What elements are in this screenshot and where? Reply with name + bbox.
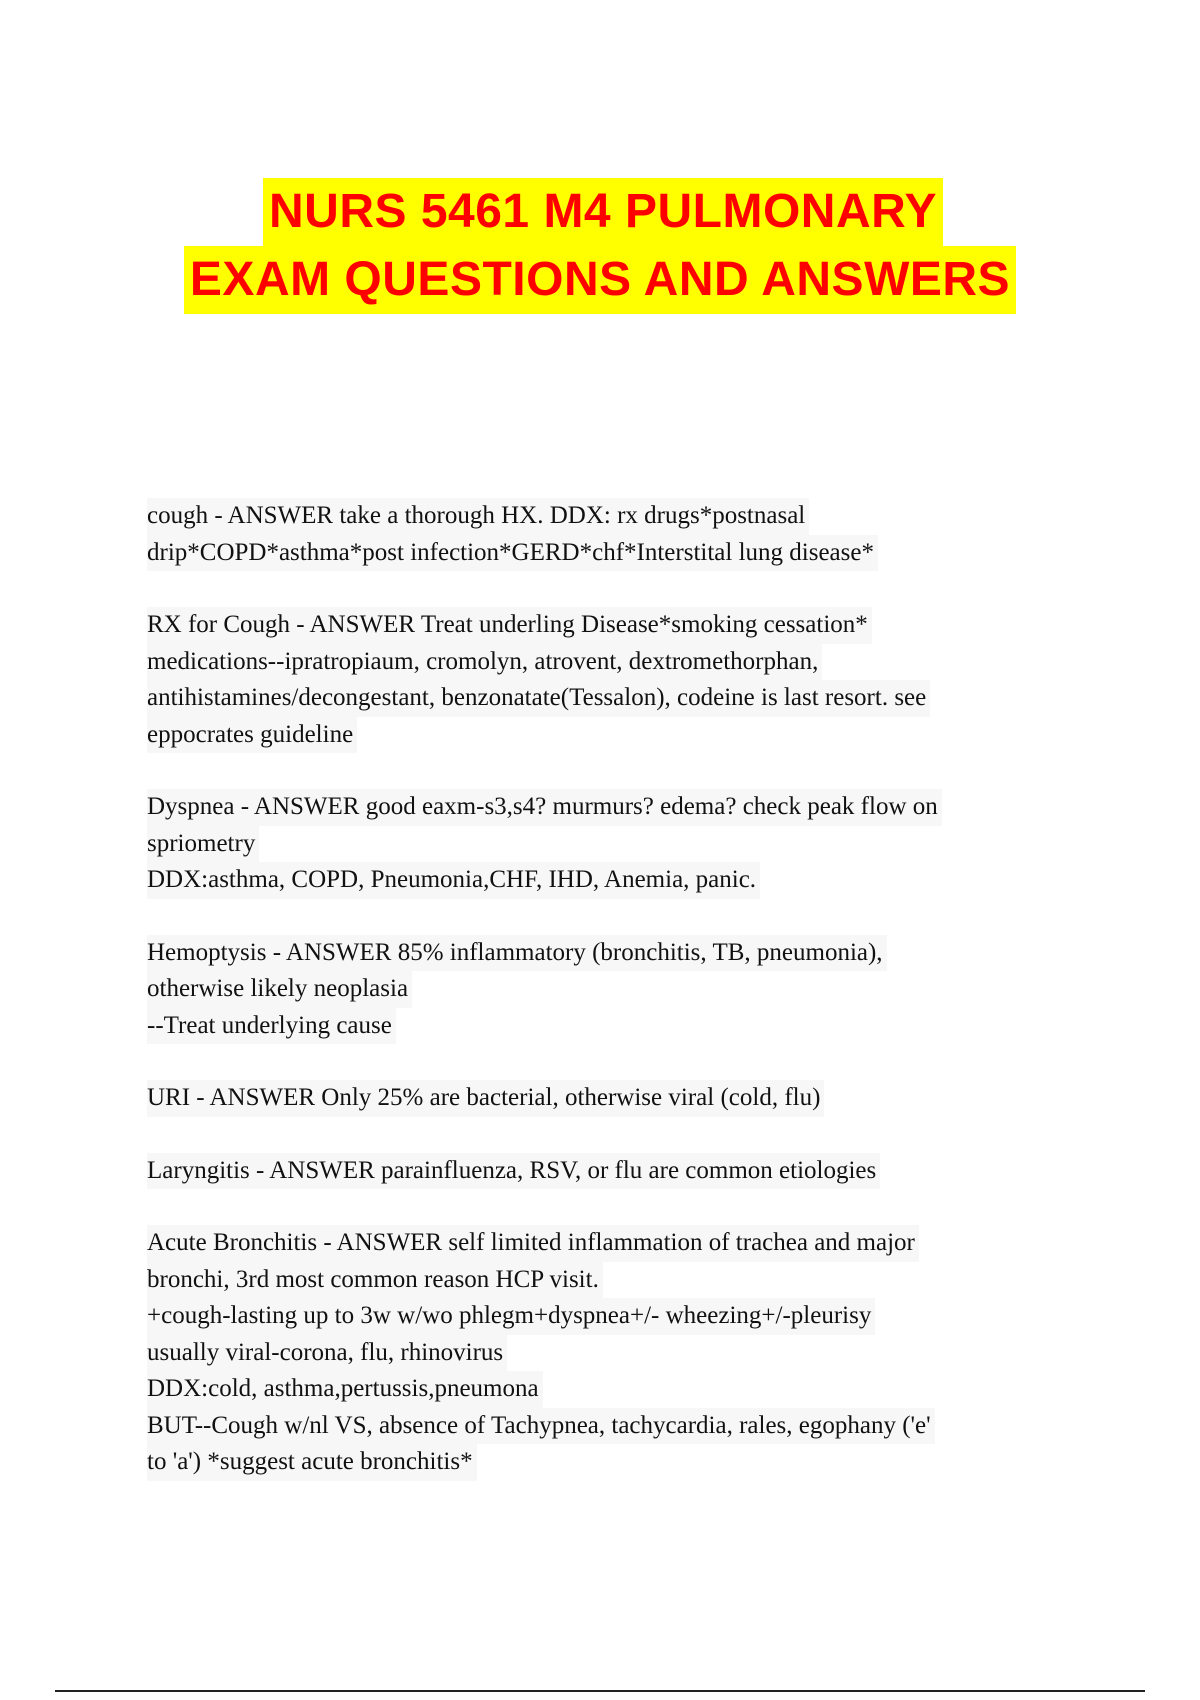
- qa-entry-line: DDX:cold, asthma,pertussis,pneumona: [147, 1371, 543, 1408]
- qa-entry: [147, 1225, 1067, 1481]
- qa-list: [147, 498, 1067, 1517]
- qa-entry-line: DDX:asthma, COPD, Pneumonia,CHF, IHD, Anemia, panic.: [147, 862, 760, 899]
- document-title: [0, 178, 1200, 314]
- qa-entry-line: +cough-lasting up to 3w w/wo phlegm+dyspnea+/- wheezing+/-pleurisy: [147, 1298, 875, 1335]
- qa-entry-line: --Treat underlying cause: [147, 1008, 396, 1045]
- qa-entry: [147, 935, 1067, 1045]
- qa-entry-line: antihistamines/decongestant, benzonatate(Tessalon), codeine is last resort. see: [147, 680, 930, 717]
- title-line-1: NURS 5461 M4 PULMONARY: [263, 178, 943, 246]
- qa-entry-line: RX for Cough - ANSWER Treat underling Disease*smoking cessation*: [147, 607, 872, 644]
- qa-entry-line: medications--ipratropiaum, cromolyn, atrovent, dextromethorphan,: [147, 644, 822, 681]
- qa-entry: [147, 498, 1067, 571]
- qa-entry-line: usually viral-corona, flu, rhinovirus: [147, 1335, 507, 1372]
- qa-entry-line: bronchi, 3rd most common reason HCP visit.: [147, 1262, 603, 1299]
- qa-entry-line: Hemoptysis - ANSWER 85% inflammatory (bronchitis, TB, pneumonia),: [147, 935, 887, 972]
- qa-entry-line: BUT--Cough w/nl VS, absence of Tachypnea, tachycardia, rales, egophany ('e': [147, 1408, 935, 1445]
- footer-rule: [55, 1690, 1145, 1692]
- qa-entry-line: eppocrates guideline: [147, 717, 357, 754]
- qa-entry: [147, 1080, 1067, 1117]
- qa-entry: [147, 789, 1067, 899]
- qa-entry-line: to 'a') *suggest acute bronchitis*: [147, 1444, 477, 1481]
- qa-entry-line: Acute Bronchitis - ANSWER self limited inflammation of trachea and major: [147, 1225, 919, 1262]
- qa-entry-line: Laryngitis - ANSWER parainfluenza, RSV, or flu are common etiologies: [147, 1153, 880, 1190]
- qa-entry-line: cough - ANSWER take a thorough HX. DDX: rx drugs*postnasal: [147, 498, 809, 535]
- qa-entry-line: spriometry: [147, 826, 259, 863]
- qa-entry-line: URI - ANSWER Only 25% are bacterial, otherwise viral (cold, flu): [147, 1080, 824, 1117]
- qa-entry: [147, 1153, 1067, 1190]
- qa-entry-line: Dyspnea - ANSWER good eaxm-s3,s4? murmurs? edema? check peak flow on: [147, 789, 942, 826]
- qa-entry-line: otherwise likely neoplasia: [147, 971, 412, 1008]
- qa-entry: [147, 607, 1067, 753]
- title-line-2: EXAM QUESTIONS AND ANSWERS: [184, 246, 1016, 314]
- qa-entry-line: drip*COPD*asthma*post infection*GERD*chf*Interstital lung disease*: [147, 535, 878, 572]
